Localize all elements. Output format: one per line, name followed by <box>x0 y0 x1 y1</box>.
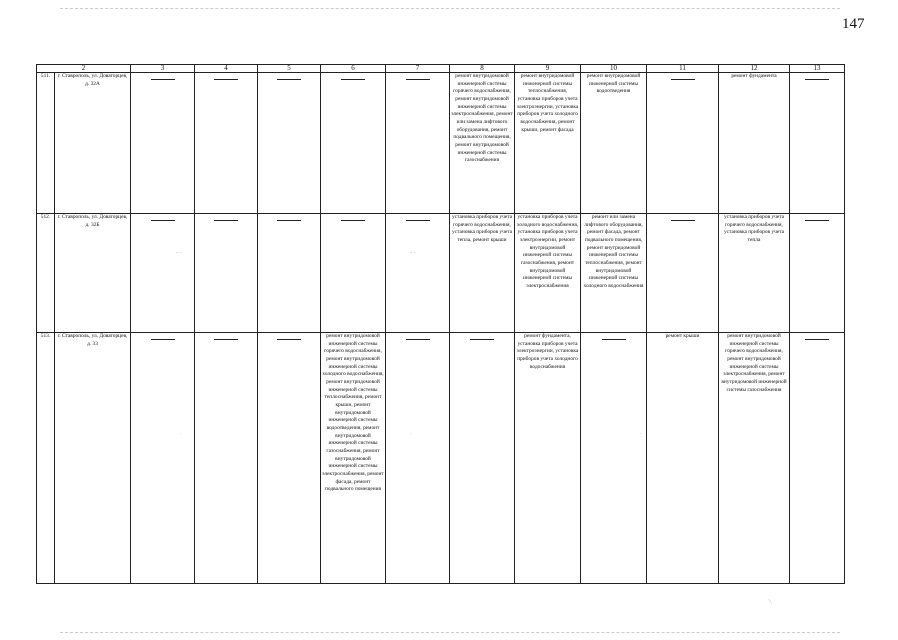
column-number-row <box>37 65 845 73</box>
empty-cell-col7 <box>386 333 450 584</box>
row-address: г. Ставрополь, ул. Доваторцев, д. 32Б <box>55 214 131 333</box>
dash-mark <box>341 220 365 221</box>
col-header-5: 5 <box>258 65 321 73</box>
col-header-7: 7 <box>386 65 450 73</box>
works-col8: установка приборов учета горячего водоснабжения, установка приборов учета тепла, ремонт крыши <box>450 214 515 333</box>
row-number: 512. <box>37 214 55 333</box>
empty-cell-col6 <box>321 214 386 333</box>
col-header-9: 9 <box>515 65 581 73</box>
empty-cell-col4 <box>195 73 258 214</box>
empty-cell-col7 <box>386 73 450 214</box>
dash-mark <box>406 339 430 340</box>
works-col10: ремонт или замена лифтового оборудования, ремонт фасада, ремонт подвального помещения, ремонт внутридомовой инженерной системы теплоснабжения, ремонт внутридомовой инженерной системы холодного водоснабжения <box>581 214 647 333</box>
dash-mark <box>805 220 829 221</box>
table-row <box>37 333 845 584</box>
bottom-dashed-edge <box>60 632 840 633</box>
dash-mark <box>406 220 430 221</box>
empty-cell-col13 <box>790 214 845 333</box>
works-col11: ремонт крыши <box>647 333 719 584</box>
dash-mark <box>805 339 829 340</box>
table-row <box>37 73 845 214</box>
works-col10: ремонт внутридомовой инженерной системы водоотведения <box>581 73 647 214</box>
scan-speck: . <box>410 430 412 436</box>
empty-cell-col3 <box>131 73 195 214</box>
empty-cell-col5 <box>258 333 321 584</box>
dash-mark <box>277 339 301 340</box>
scan-speck: . <box>640 430 642 436</box>
dash-mark <box>214 220 238 221</box>
empty-cell-col3 <box>131 214 195 333</box>
empty-cell-col7 <box>386 214 450 333</box>
dash-mark <box>277 79 301 80</box>
col-header-2: 2 <box>37 65 131 73</box>
dash-mark <box>602 339 626 340</box>
works-col12: установка приборов учета горячего водоснабжения, установка приборов учета тепла <box>719 214 790 333</box>
dash-mark <box>151 220 175 221</box>
dash-mark <box>805 79 829 80</box>
empty-cell-col13 <box>790 73 845 214</box>
row-address: г. Ставрополь, ул. Доваторцев, д. 33 <box>55 333 131 584</box>
dash-mark <box>214 79 238 80</box>
col-header-11: 11 <box>647 65 719 73</box>
table-row <box>37 214 845 333</box>
works-col9: ремонт внутридомовой инженерной системы теплоснабжения, установка приборов учета электроэнергии, установка приборов учета холодного водоснабжения, ремонт крыши, ремонт фасада <box>515 73 581 214</box>
col-header-10: 10 <box>581 65 647 73</box>
dash-mark <box>277 220 301 221</box>
works-col12: ремонт фундамента <box>719 73 790 214</box>
dash-mark <box>341 79 365 80</box>
empty-cell-col8 <box>450 333 515 584</box>
empty-cell-col3 <box>131 333 195 584</box>
scan-speck: - - <box>176 250 182 256</box>
empty-cell-col4 <box>195 333 258 584</box>
col-header-6: 6 <box>321 65 386 73</box>
col-header-12: 12 <box>719 65 790 73</box>
empty-cell-col6 <box>321 73 386 214</box>
repair-schedule-table <box>36 64 845 584</box>
works-col9: ремонт фундамента, установка приборов учета электроэнергии, установка приборов учета холодного водоснабжения <box>515 333 581 584</box>
scan-speck: . <box>180 430 182 436</box>
dash-mark <box>406 79 430 80</box>
dash-mark <box>470 339 494 340</box>
dash-mark <box>671 79 695 80</box>
scan-speck: ˋ\ <box>768 600 772 606</box>
col-header-8: 8 <box>450 65 515 73</box>
col-header-13: 13 <box>790 65 845 73</box>
empty-cell-col5 <box>258 214 321 333</box>
top-dashed-edge <box>60 8 840 9</box>
row-number: 513. <box>37 333 55 584</box>
dash-mark <box>151 79 175 80</box>
dash-mark <box>151 339 175 340</box>
empty-cell-col11 <box>647 73 719 214</box>
empty-cell-col4 <box>195 214 258 333</box>
col-header-4: 4 <box>195 65 258 73</box>
empty-cell-col10 <box>581 333 647 584</box>
scan-speck: - - <box>410 250 416 256</box>
empty-cell-col13 <box>790 333 845 584</box>
dash-mark <box>671 220 695 221</box>
row-number: 511. <box>37 73 55 214</box>
dash-mark <box>214 339 238 340</box>
works-col6: ремонт внутридомовой инженерной системы горячего водоснабжения, ремонт внутридомовой инженерной системы холодного водоснабжения, ремонт внутридомовой инженерной системы теплоснабжения, ремонт крыши, ремонт внутридомовой инженерной системы водоотведения, ремонт внутридомовой инженерной системы газоснабжения, ремонт внутридомовой инженерной системы электроснабжения, ремонт фасада, ремонт подвального помещения <box>321 333 386 584</box>
empty-cell-col11 <box>647 214 719 333</box>
empty-cell-col5 <box>258 73 321 214</box>
works-col8: ремонт внутридомовой инженерной системы горячего водоснабжения, ремонт внутридомовой инженерной системы электроснабжения, ремонт или замена лифтового оборудования, ремонт подвального помещения, ремонт внутридомовой инженерной системы газоснабжения <box>450 73 515 214</box>
col-header-3: 3 <box>131 65 195 73</box>
row-address: г. Ставрополь, ул. Доваторцев, д. 32А <box>55 73 131 214</box>
works-col9: установка приборов учета холодного водоснабжения, установка приборов учета электроэнергии, ремонт внутридомовой инженерной системы газоснабжения, ремонт внутридомовой инженерной системы электроснабжения <box>515 214 581 333</box>
works-col12: ремонт внутридомовой инженерной системы горячего водоснабжения, ремонт внутридомовой инженерной системы электроснабжения, ремонт внутридомовой инженерной системы газоснабжения <box>719 333 790 584</box>
page-number: 147 <box>842 16 865 32</box>
